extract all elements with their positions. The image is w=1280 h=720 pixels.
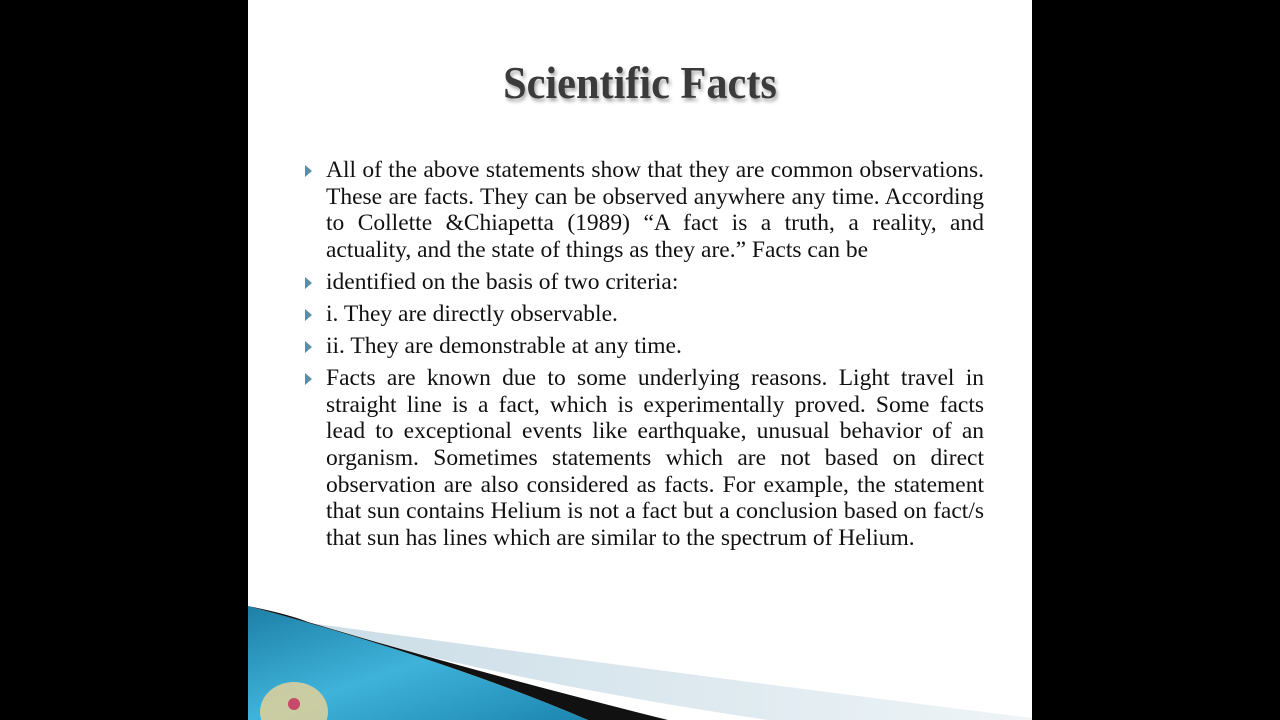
bullet-list xyxy=(300,157,984,557)
bullet-item xyxy=(300,157,984,263)
bullet-text: All of the above statements show that they are common observations. These are facts. They can be observed anywhere any time. According to Collette &Chiapetta (1989) “A fact is a truth, a reality, and actuality, and the state of things as they are.” Facts can be xyxy=(326,157,984,263)
triangle-right-icon xyxy=(305,309,312,321)
bullet-item xyxy=(300,301,984,328)
swoosh-decoration xyxy=(248,600,1032,720)
bullet-text: Facts are known due to some underlying reasons. Light travel in straight line is a fact, which is experimentally proved. Some facts lead to exceptional events like earthquake, unusual behavior of an organism. Sometimes statements which are not based on direct observation are also considered as facts. For example, the statement that sun contains Helium is not a fact but a conclusion based on fact/s that sun has lines which are similar to the spectrum of Helium. xyxy=(326,365,984,551)
triangle-right-icon xyxy=(305,341,312,353)
bullet-text: i. They are directly observable. xyxy=(326,300,618,327)
triangle-right-icon xyxy=(305,373,312,385)
slide-title: Scientific Facts xyxy=(503,57,777,108)
bullet-item xyxy=(300,333,984,360)
bullet-text: identified on the basis of two criteria: xyxy=(326,268,679,295)
bullet-text: ii. They are demonstrable at any time. xyxy=(326,333,682,360)
bullet-item xyxy=(300,365,984,551)
triangle-right-icon xyxy=(305,165,312,177)
triangle-right-icon xyxy=(305,277,312,289)
bullet-item xyxy=(300,269,984,296)
slide xyxy=(248,0,1032,720)
